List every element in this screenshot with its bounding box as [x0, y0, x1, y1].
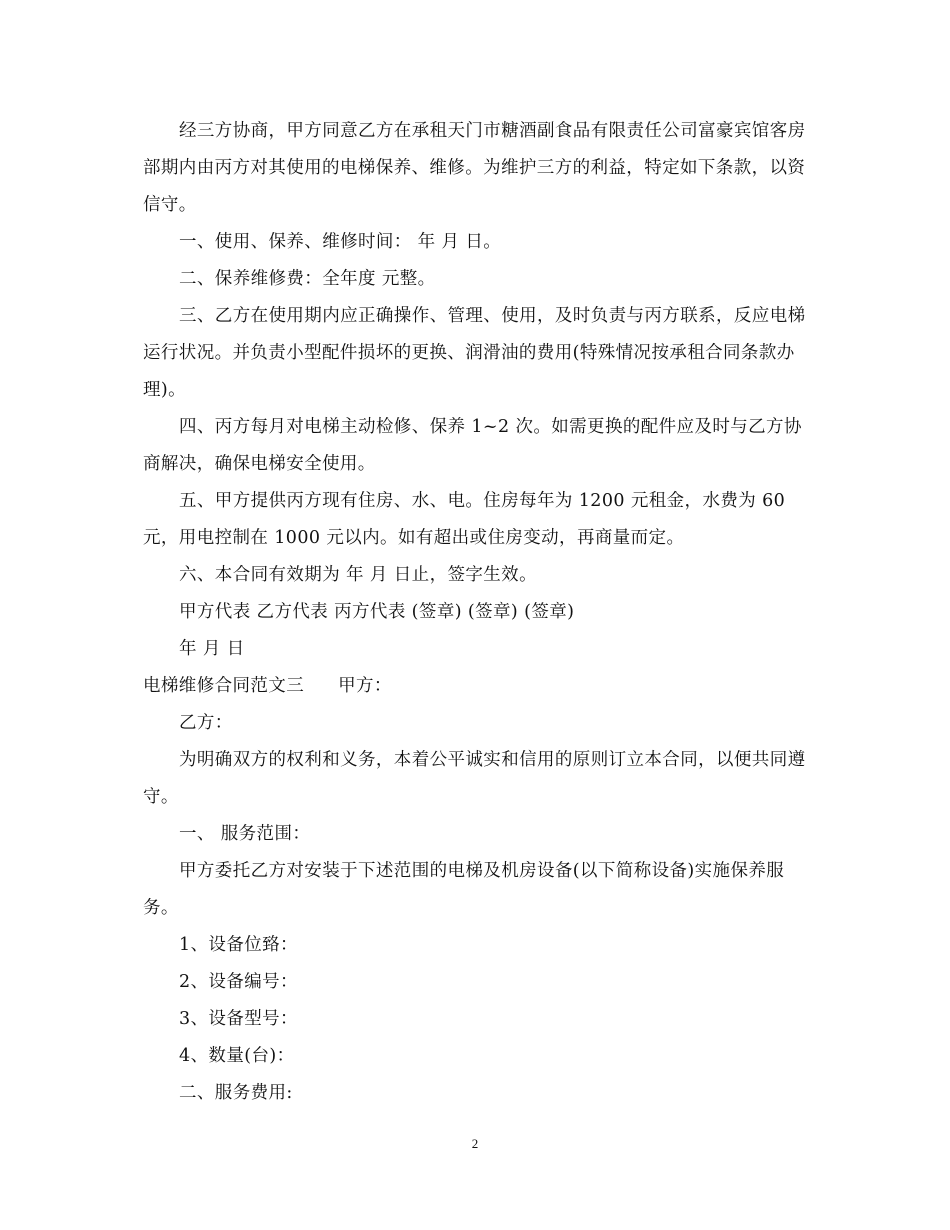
section-heading	[143, 668, 808, 705]
equipment-quantity: 4、数量(台)：	[179, 1046, 295, 1066]
document-body	[143, 113, 808, 1112]
clause-2: 二、保养维修费：全年度 元整。	[179, 269, 436, 289]
equipment-location: 1、设备位臵：	[179, 935, 298, 955]
service-scope-text: 甲方委托乙方对安装于下述范围的电梯及机房设备(以下简称设备)实施保养服务。	[143, 861, 785, 918]
signature-line: 甲方代表 乙方代表 丙方代表 (签章) (签章) (签章)	[179, 602, 575, 622]
clause-5: 五、甲方提供丙方现有住房、水、电。住房每年为 1200 元租金，水费为 60 元，用电控制在 1000 元以内。如有超出或住房变动，再商量而定。	[143, 491, 786, 548]
section-title: 电梯维修合同范文三	[143, 676, 305, 696]
paragraph-intro: 经三方协商，甲方同意乙方在承租天门市糖酒副食品有限责任公司富豪宾馆客房部期内由丙方对其使用的电梯保养、维修。为维护三方的利益，特定如下条款，以资信守。	[143, 121, 806, 215]
clause-1: 一、使用、保养、维修时间： 年 月 日。	[179, 232, 502, 252]
service-scope-heading: 一、 服务范围：	[179, 824, 311, 844]
spacer	[304, 668, 338, 705]
page-number: 2	[471, 1136, 479, 1151]
clause-4: 四、丙方每月对电梯主动检修、保养 1~2 次。如需更换的配件应及时与乙方协商解决，确保电梯安全使用。	[143, 417, 802, 474]
contract-preamble: 为明确双方的权利和义务，本着公平诚实和信用的原则订立本合同，以便共同遵守。	[143, 750, 806, 807]
clause-3: 三、乙方在使用期内应正确操作、管理、使用，及时负责与丙方联系，反应电梯运行状况。并负责小型配件损坏的更换、润滑油的费用(特殊情况按承租合同条款办理)。	[143, 306, 806, 400]
clause-6: 六、本合同有效期为 年 月 日止，签字生效。	[179, 565, 537, 585]
service-fee-heading: 二、服务费用:	[179, 1083, 293, 1103]
equipment-number: 2、设备编号：	[179, 972, 298, 992]
party-b-label: 乙方：	[179, 713, 233, 733]
date-line: 年 月 日	[179, 639, 245, 659]
equipment-model: 3、设备型号：	[179, 1009, 298, 1029]
party-a-label: 甲方：	[338, 676, 392, 696]
